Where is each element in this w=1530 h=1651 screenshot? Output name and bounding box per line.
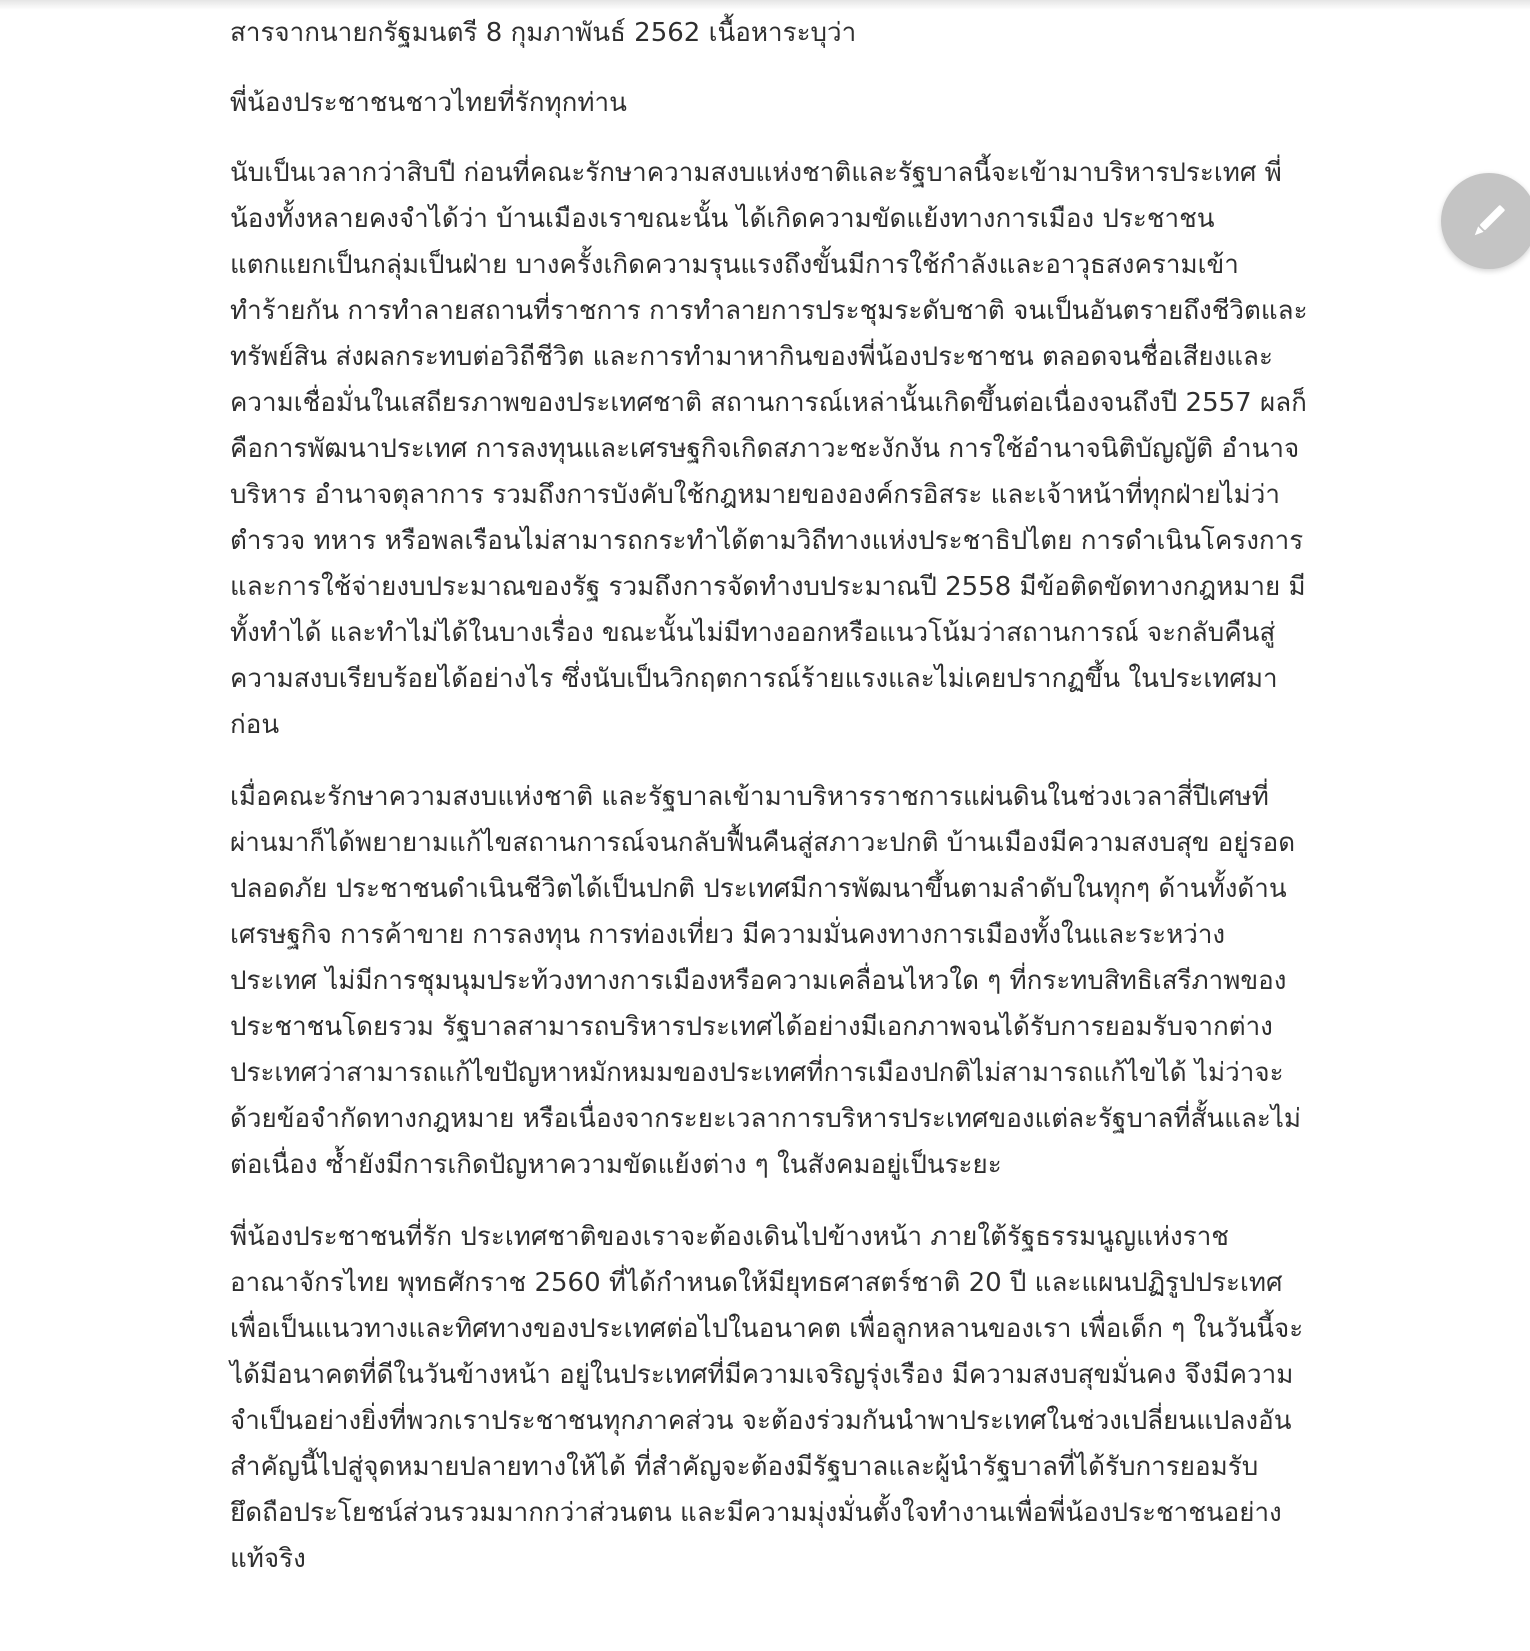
article-body xyxy=(230,10,1310,1608)
article-paragraph-3: พี่น้องประชาชนที่รัก ประเทศชาติของเราจะต้องเดินไปข้างหน้า ภายใต้รัฐธรรมนูญแห่งราชอาณาจักรไทย พุทธศักราช 2560 ที่ได้กำหนดให้มียุทธศาสตร์ชาติ 20 ปี และแผนปฏิรูปประเทศ เพื่อเป็นแนวทางและทิศทางของประเทศต่อไปในอนาคต เพื่อลูกหลานของเรา เพื่อเด็ก ๆ ในวันนี้จะได้มีอนาคตที่ดีในวันข้างหน้า อยู่ในประเทศที่มีความเจริญรุ่งเรือง มีความสงบสุขมั่นคง จึงมีความจำเป็นอย่างยิ่งที่พวกเราประชาชนทุกภาคส่วน จะต้องร่วมกันนำพาประเทศในช่วงเปลี่ยนแปลงอันสำคัญนี้ไปสู่จุดหมายปลายทางให้ได้ ที่สำคัญจะต้องมีรัฐบาลและผู้นำรัฐบาลที่ได้รับการยอมรับ ยึดถือประโยชน์ส่วนรวมมากกว่าส่วนตน และมีความมุ่งมั่นตั้งใจทำงานเพื่อพี่น้องประชาชนอย่างแท้จริง xyxy=(230,1222,1304,1574)
top-shadow xyxy=(0,0,1530,10)
edit-button[interactable] xyxy=(1441,173,1530,269)
article-paragraph-1: นับเป็นเวลากว่าสิบปี ก่อนที่คณะรักษาความสงบแห่งชาติและรัฐบาลนี้จะเข้ามาบริหารประเทศ พี่น้องทั้งหลายคงจำได้ว่า บ้านเมืองเราขณะนั้น ได้เกิดความขัดแย้งทางการเมือง ประชาชนแตกแยกเป็นกลุ่มเป็นฝ่าย บางครั้งเกิดความรุนแรงถึงขั้นมีการใช้กำลังและอาวุธสงครามเข้าทำร้ายกัน การทำลายสถานที่ราชการ การทำลายการประชุมระดับชาติ จนเป็นอันตรายถึงชีวิตและทรัพย์สิน ส่งผลกระทบต่อวิถีชีวิต และการทำมาหากินของพี่น้องประชาชน ตลอดจนชื่อเสียงและความเชื่อมั่นในเสถียรภาพของประเทศชาติ สถานการณ์เหล่านั้นเกิดขึ้นต่อเนื่องจนถึงปี 2557 ผลก็คือการพัฒนาประเทศ การลงทุนและเศรษฐกิจเกิดสภาวะชะงักงัน การใช้อำนาจนิติบัญญัติ อำนาจบริหาร อำนาจตุลาการ รวมถึงการบังคับใช้กฎหมายขององค์กรอิสระ และเจ้าหน้าที่ทุกฝ่ายไม่ว่าตำรวจ ทหาร หรือพลเรือนไม่สามารถกระทำได้ตามวิถีทางแห่งประชาธิปไตย การดำเนินโครงการและการใช้จ่ายงบประมาณของรัฐ รวมถึงการจัดทำงบประมาณปี 2558 มีข้อติดขัดทางกฎหมาย มีทั้งทำได้ และทำไม่ได้ในบางเรื่อง ขณะนั้นไม่มีทางออกหรือแนวโน้มว่าสถานการณ์ จะกลับคืนสู่ความสงบเรียบร้อยได้อย่างไร ซึ่งนับเป็นวิกฤตการณ์ร้ายแรงและไม่เคยปรากฏขึ้น ในประเทศมาก่อน xyxy=(230,158,1308,740)
article-paragraph-2: เมื่อคณะรักษาความสงบแห่งชาติ และรัฐบาลเข้ามาบริหารราชการแผ่นดินในช่วงเวลาสี่ปีเศษที่ผ่านมาก็ได้พยายามแก้ไขสถานการณ์จนกลับฟื้นคืนสู่สภาวะปกติ บ้านเมืองมีความสงบสุข อยู่รอดปลอดภัย ประชาชนดำเนินชีวิตได้เป็นปกติ ประเทศมีการพัฒนาขึ้นตามลำดับในทุกๆ ด้านทั้งด้านเศรษฐกิจ การค้าขาย การลงทุน การท่องเที่ยว มีความมั่นคงทางการเมืองทั้งในและระหว่างประเทศ ไม่มีการชุมนุมประท้วงทางการเมืองหรือความเคลื่อนไหวใด ๆ ที่กระทบสิทธิเสรีภาพของประชาชนโดยรวม รัฐบาลสามารถบริหารประเทศได้อย่างมีเอกภาพจนได้รับการยอมรับจากต่างประเทศว่าสามารถแก้ไขปัญหาหมักหมมของประเทศที่การเมืองปกติไม่สามารถแก้ไขได้ ไม่ว่าจะด้วยข้อจำกัดทางกฎหมาย หรือเนื่องจากระยะเวลาการบริหารประเทศของแต่ละรัฐบาลที่สั้นและไม่ต่อเนื่อง ซ้ำยังมีการเกิดปัญหาความขัดแย้งต่าง ๆ ในสังคมอยู่เป็นระยะ xyxy=(230,782,1302,1180)
pencil-icon xyxy=(1466,198,1512,244)
article-greeting: พี่น้องประชาชนชาวไทยที่รักทุกท่าน xyxy=(230,88,627,118)
article-intro: สารจากนายกรัฐมนตรี 8 กุมภาพันธ์ 2562 เนื้อหาระบุว่า xyxy=(230,18,857,48)
